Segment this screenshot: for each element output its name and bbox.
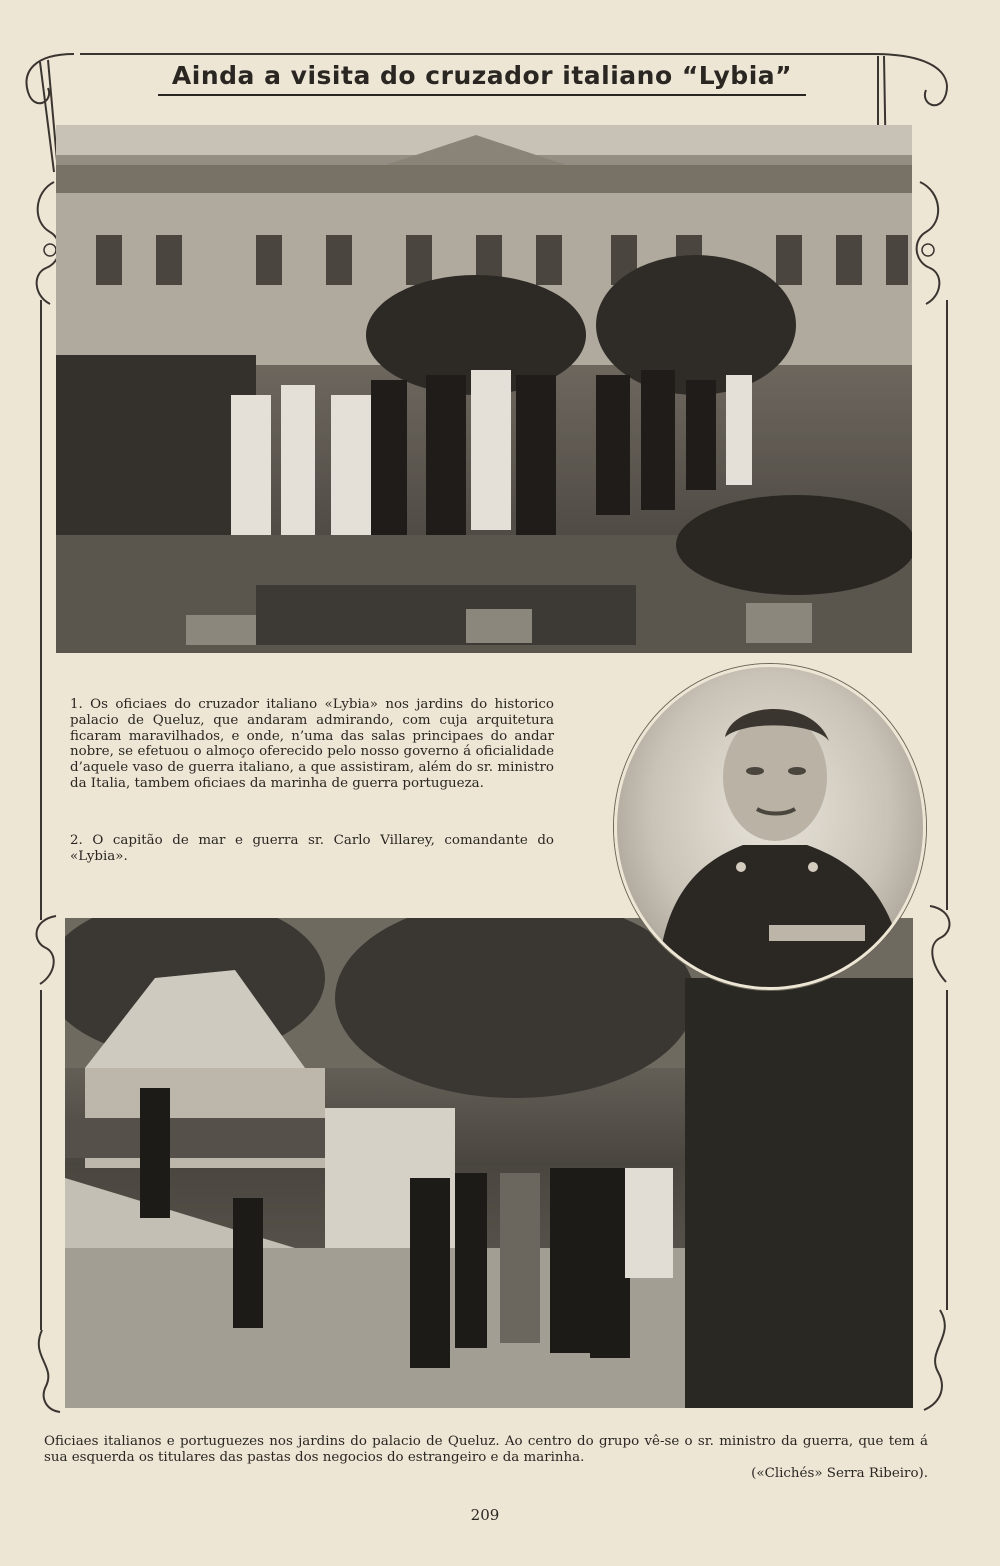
photo-palace-garden (56, 125, 912, 653)
ornament-mid-left (26, 912, 66, 992)
caption-2: 2. O capitão de mar e guerra sr. Carlo Villarey, comandante do «Lybia». (70, 833, 554, 864)
frame-right-line (946, 300, 948, 910)
frame-right-lower-line (946, 990, 948, 1310)
photo-credit: («Clichés» Serra Ribeiro). (751, 1466, 928, 1481)
caption-1: 1. Os oficiaes do cruzador italiano «Lybia» nos jardins do historico palacio de Queluz, que andaram admirando, com cuja arquitetura ficaram maravilhados, e onde, n’uma das salas principaes do andar nobre, se efetuou o almoço oferecido pelo nosso governo á oficialidade d’aquele vaso de guerra italiano, a que assistiram, além do sr. ministro da Italia, tambem oficiaes da marinha de guerra portugueza. (70, 697, 554, 791)
officers-group-illustration (65, 918, 913, 1408)
portrait-illustration (617, 667, 923, 987)
photo-officers-group (65, 918, 913, 1408)
ornament-mid-right (920, 902, 960, 992)
page-title: Ainda a visita do cruzador italiano “Lybia” (158, 58, 806, 96)
frame-left-line (40, 300, 42, 920)
ornament-bottom-right (916, 1306, 960, 1416)
frame-left-lower-line (40, 990, 42, 1330)
palace-garden-illustration (56, 125, 912, 653)
bottom-caption: Oficiaes italianos e portuguezes nos jardins do palacio de Queluz. Ao centro do grupo vê-se o sr. ministro da guerra, que tem á sua esquerda os titulares das pastas dos negocios do estrangeiro e da marinha. (44, 1434, 928, 1465)
ornament-bottom-left (26, 1326, 66, 1416)
frame-top-line (80, 53, 876, 55)
portrait-carlo-villarey (614, 664, 926, 990)
page-number: 209 (470, 1506, 500, 1524)
